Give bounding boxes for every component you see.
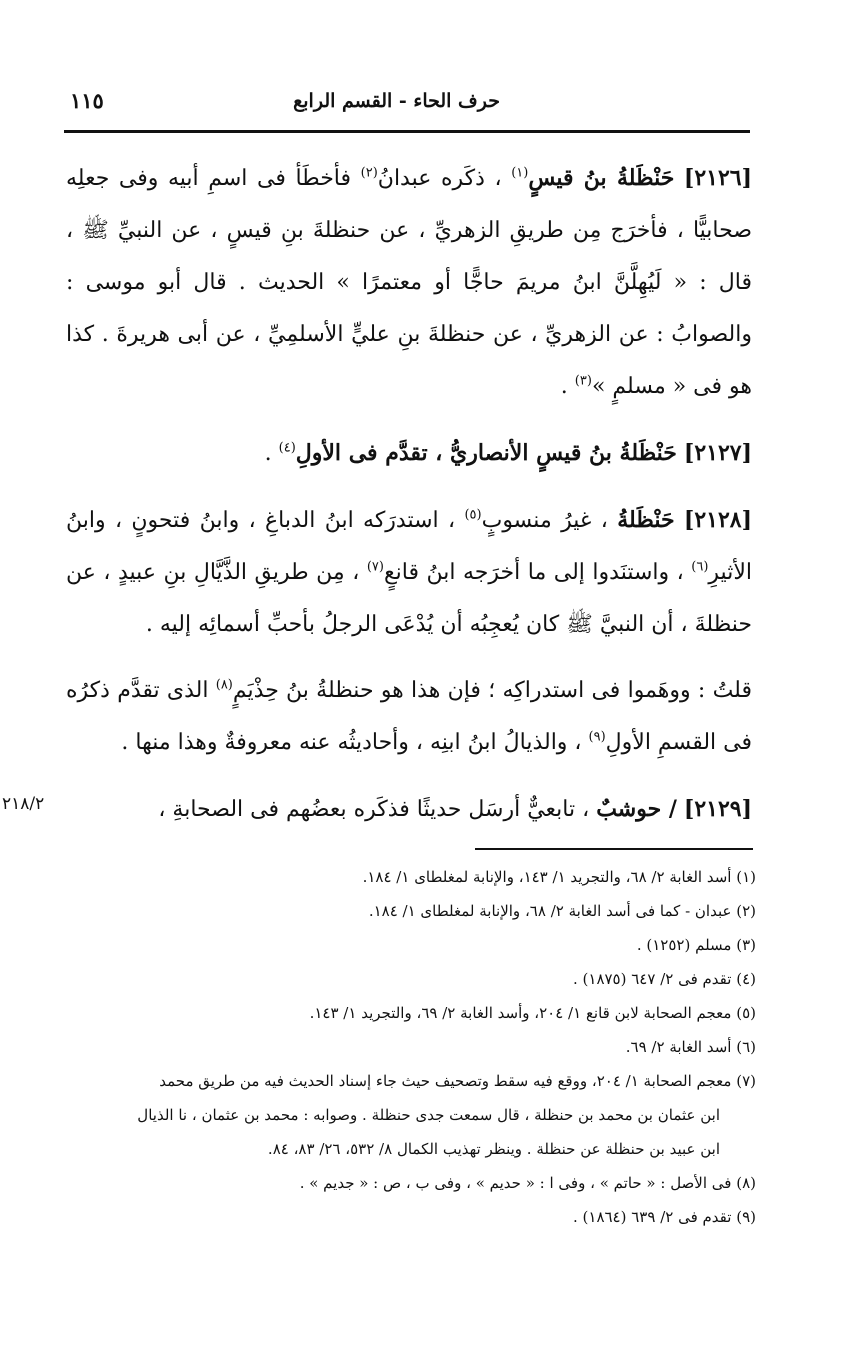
footnote: (٤) تقدم فى ٢/ ٦٤٧ (١٨٧٥) . xyxy=(573,970,756,988)
footnote: (٦) أسد الغابة ٢/ ٦٩. xyxy=(625,1038,756,1056)
entry-2128 xyxy=(66,494,752,651)
entry-2129 xyxy=(66,783,752,836)
entry-text: ، واستنَدوا إلى ما أخرَجه ابنُ قانعٍ xyxy=(383,560,684,585)
footnote-ref: (١) xyxy=(511,165,529,181)
entry-number: [٢١٢٨] xyxy=(683,507,753,533)
entry-name: حَنْظَلةُ بنُ قيسٍ xyxy=(528,165,675,191)
commentary-paragraph xyxy=(66,665,752,769)
footnote: (١) أسد الغابة ٢/ ٦٨، والتجريد ١/ ١٤٣، والإنابة لمغلطاى ١/ ١٨٤. xyxy=(362,868,756,886)
entry-text: . xyxy=(264,441,272,466)
entry-text: ، تابعيٌّ أرسَل حديثًا فذكَره بعضُهم فى الصحابةِ ، xyxy=(158,797,590,822)
entry-number: [٢١٢٦] xyxy=(683,165,753,191)
entry-text: . xyxy=(560,374,568,399)
header-rule xyxy=(64,130,750,133)
entry-text: فأخطَأ فى اسمِ أبيه وفى جعلِه صحابيًّا ، فأخرَج مِن طريقِ الزهريِّ ، عن حنظلةَ بنِ قيسٍ ، عن النبيِّ ﷺ ، قال : « لَيُهِلَّنَّ ابنُ مريمَ حاجًّا أو معتمرًا » الحديث . قال أبو موسى : والصوابُ : عن الزهريِّ ، عن حنظلةَ بنِ عليٍّ الأسلمِيِّ ، عن أبى هريرةَ . كذا هو فى « مسلمٍ » xyxy=(66,166,752,399)
footnote-ref: (٤) xyxy=(278,440,296,456)
entry-2126 xyxy=(66,152,752,413)
footnote-ref: (٦) xyxy=(691,559,709,575)
footnote-ref: (٣) xyxy=(574,373,592,389)
entry-name: / حوشبٌ xyxy=(596,796,677,822)
entry-text: ، غيرُ منسوبٍ xyxy=(481,508,608,533)
footnote: (٨) فى الأصل : « حاتم » ، وفى ا : « حديم » ، وفى ب ، ص : « جديم » . xyxy=(299,1174,756,1192)
footnote: (٢) عبدان - كما فى أسد الغابة ٢/ ٦٨، والإنابة لمغلطاى ١/ ١٨٤. xyxy=(368,902,756,920)
footnotes xyxy=(60,860,756,1234)
entry-name: حَنْظَلةُ بنُ قيسٍ الأنصاريُّ ، تقدَّم فى الأولِ xyxy=(295,440,677,466)
footnote-continuation: ابن عبيد بن حنظلة عن حنظلة . وينظر تهذيب الكمال ٨/ ٥٣٢، ٢٦/ ٨٣، ٨٤. xyxy=(267,1140,720,1158)
footnote-ref: (٢) xyxy=(360,165,378,181)
footnote: (٧) معجم الصحابة ١/ ٢٠٤، ووقع فيه سقط وتصحيف حيث جاء إسناد الحديث فيه من طريق محمد xyxy=(159,1072,756,1090)
footnote-ref: (٩) xyxy=(588,729,606,745)
entry-text: الذى تقدَّم ذكرُه فى القسمِ الأولِ xyxy=(66,678,752,755)
entry-2127 xyxy=(66,427,752,480)
margin-reference: ٢١٨/٢ xyxy=(2,794,45,814)
entry-text: ، مِن طريقِ الذَّيَّالِ بنِ عبيدٍ ، عن حنظلةَ ، أن النبيَّ ﷺ كان يُعجِبُه أن يُدْعَى الرجلُ بأحبِّ أسمائِه إليه . xyxy=(66,560,752,637)
entry-number: [٢١٢٩] xyxy=(683,796,752,822)
entry-text: ، استدرَكه ابنُ الدباغِ ، وابنُ فتحونٍ ، وابنُ الأثيرِ xyxy=(66,508,752,585)
footnote-ref: (٨) xyxy=(215,677,233,693)
entry-text: قلتُ : ووهَموا فى استدراكِه ؛ فإن هذا هو حنظلةُ بنُ حِذْيَمٍ xyxy=(232,678,752,703)
footnote-rule xyxy=(475,848,753,850)
main-text xyxy=(66,152,752,850)
entry-text: ، ذكَره عبدانُ xyxy=(377,166,502,191)
page-number: ١١٥ xyxy=(70,88,104,113)
footnote-continuation: ابن عثمان بن محمد بن حنظلة ، قال سمعت جدى حنظلة . وصوابه : محمد بن عثمان ، نا الذيال xyxy=(137,1106,720,1124)
entry-text: ، والذيالُ ابنُ ابنِه ، وأحاديثُه عنه معروفةٌ وهذا منها . xyxy=(121,730,582,755)
entry-name: حَنْظَلةُ xyxy=(617,507,675,533)
footnote: (٥) معجم الصحابة لابن قانع ١/ ٢٠٤، وأسد الغابة ٢/ ٦٩، والتجريد ١/ ١٤٣. xyxy=(309,1004,756,1022)
footnote: (٣) مسلم (١٢٥٢) . xyxy=(636,936,756,954)
entry-number: [٢١٢٧] xyxy=(683,440,752,466)
footnote-ref: (٥) xyxy=(464,507,482,523)
running-title: حرف الحاء - القسم الرابع xyxy=(293,90,500,112)
footnote: (٩) تقدم فى ٢/ ٦٣٩ (١٨٦٤) . xyxy=(573,1208,756,1226)
footnote-ref: (٧) xyxy=(366,559,384,575)
page-header xyxy=(62,88,748,122)
